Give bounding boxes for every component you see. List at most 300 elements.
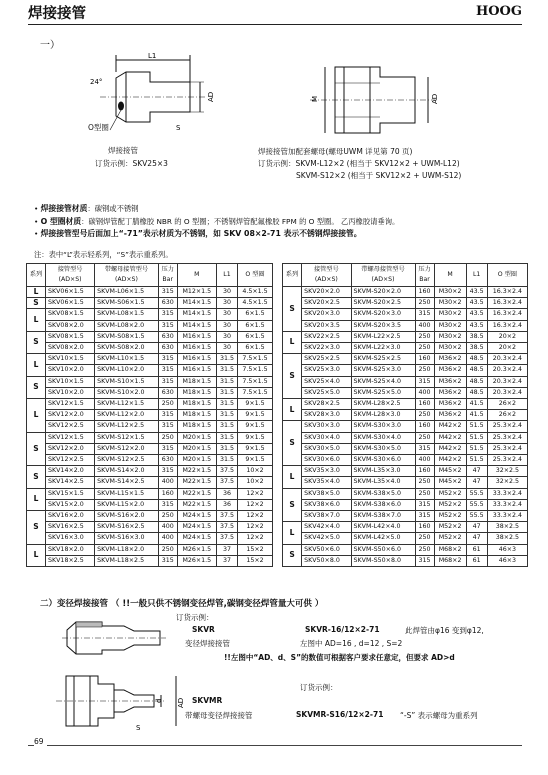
series-cell: S bbox=[283, 287, 302, 332]
table-cell: SKVM-S08×2.0 bbox=[95, 343, 159, 354]
page-number: 69 bbox=[34, 737, 47, 746]
table-cell: SKV22×2.5 bbox=[302, 331, 351, 342]
table-cell: 315 bbox=[158, 555, 177, 566]
series-cell: S bbox=[27, 331, 46, 353]
table-cell: 43.5 bbox=[466, 309, 487, 320]
table-cell: SKV10×2.0 bbox=[46, 365, 95, 376]
table-row bbox=[27, 410, 273, 421]
table-cell: 400 bbox=[158, 477, 177, 488]
table-cell: SKV12×1.5 bbox=[46, 432, 95, 443]
table-cell: 160 bbox=[158, 488, 177, 499]
table-cell: 630 bbox=[158, 343, 177, 354]
table-cell: 46×3 bbox=[487, 555, 527, 566]
skvr-desc-2: 左图中 AD=16 , d=12 , S=2 bbox=[300, 639, 403, 648]
table-cell: 30 bbox=[216, 320, 237, 331]
table-cell: 315 bbox=[415, 499, 434, 510]
table-cell: 31.5 bbox=[216, 432, 237, 443]
table-cell: SKVM-S25×4.0 bbox=[351, 376, 415, 387]
series-cell: S bbox=[283, 544, 302, 566]
table-cell: 31.5 bbox=[216, 443, 237, 454]
table-cell: 36 bbox=[216, 488, 237, 499]
table-cell: 16.3×2.4 bbox=[487, 309, 527, 320]
series-cell: L bbox=[27, 354, 46, 376]
table-cell: SKV15×1.5 bbox=[46, 488, 95, 499]
series-cell: S bbox=[283, 354, 302, 399]
table-row bbox=[27, 309, 273, 320]
table-cell: 43.5 bbox=[466, 320, 487, 331]
skvr-name: 变径焊接接管 bbox=[185, 639, 230, 648]
table-cell: 48.5 bbox=[466, 376, 487, 387]
dim-s: S bbox=[176, 124, 181, 132]
table-cell: SKVM-S12×1.5 bbox=[95, 432, 159, 443]
table-row bbox=[27, 343, 273, 354]
table-cell: SKV10×1.5 bbox=[46, 354, 95, 365]
series-cell: L bbox=[27, 488, 46, 510]
table-cell: SKVM-L18×2.5 bbox=[95, 555, 159, 566]
table-cell: SKV08×1.5 bbox=[46, 309, 95, 320]
table-row bbox=[283, 488, 528, 499]
column-header: M bbox=[434, 264, 466, 287]
table-cell: 16.3×2.4 bbox=[487, 320, 527, 331]
table-cell: 55.5 bbox=[466, 488, 487, 499]
skvr-desc-1: 此焊管由φ16 变到φ12, bbox=[405, 626, 484, 635]
column-header: 压力 Bar bbox=[158, 264, 177, 287]
table-cell: 315 bbox=[158, 443, 177, 454]
series-cell: L bbox=[27, 287, 46, 298]
brand-name: HOOG bbox=[475, 4, 522, 19]
table-row bbox=[283, 309, 528, 320]
table-cell: 30 bbox=[216, 298, 237, 309]
series-cell: S bbox=[27, 432, 46, 466]
table-cell: SKVM-L28×3.0 bbox=[351, 410, 415, 421]
table-cell: M30×2 bbox=[434, 287, 466, 298]
table-cell: M18×1.5 bbox=[177, 410, 216, 421]
table-cell: 20.3×2.4 bbox=[487, 365, 527, 376]
table-cell: 250 bbox=[415, 343, 434, 354]
table-cell: SKV06×1.5 bbox=[46, 298, 95, 309]
table-row bbox=[27, 376, 273, 387]
table-cell: 20.3×2.4 bbox=[487, 387, 527, 398]
column-header: 系列 bbox=[27, 264, 46, 287]
table-cell: SKV35×3.0 bbox=[302, 466, 351, 477]
table-cell: SKV25×5.0 bbox=[302, 387, 351, 398]
table-cell: 250 bbox=[158, 399, 177, 410]
table-row bbox=[27, 432, 273, 443]
fig2-caption: 焊接接管加配套螺母(螺母UWM 详见第 70 页) bbox=[258, 147, 413, 156]
table-cell: 250 bbox=[415, 477, 434, 488]
table-cell: SKV50×6.0 bbox=[302, 544, 351, 555]
table-cell: 250 bbox=[415, 533, 434, 544]
table-cell: 630 bbox=[158, 331, 177, 342]
fig1-order-example: 订货示例：SKV25×3 bbox=[95, 159, 168, 168]
table-cell: M30×2 bbox=[434, 331, 466, 342]
table-row bbox=[27, 499, 273, 510]
table-cell: SKVM-S16×2.5 bbox=[95, 522, 159, 533]
column-header: M bbox=[177, 264, 216, 287]
skvmr-desc: “-S” 表示螺母为重系列 bbox=[400, 711, 478, 720]
table-cell: 9×1.5 bbox=[237, 399, 272, 410]
table-cell: 315 bbox=[415, 555, 434, 566]
table-cell: SKV25×3.0 bbox=[302, 365, 351, 376]
dim-ad: AD bbox=[207, 91, 215, 102]
nipple-with-nut-drawing bbox=[300, 55, 460, 140]
table-cell: SKVM-S10×2.0 bbox=[95, 387, 159, 398]
table-cell: 47 bbox=[466, 466, 487, 477]
table-cell: 26×2 bbox=[487, 410, 527, 421]
table-cell: 47 bbox=[466, 533, 487, 544]
table-cell: SKV12×2.0 bbox=[46, 443, 95, 454]
table-cell: 55.5 bbox=[466, 511, 487, 522]
bullet-material: • 焊接接管材质：碳钢或不锈钢 bbox=[34, 204, 139, 213]
table-cell: 315 bbox=[158, 376, 177, 387]
table-cell: SKVM-S08×1.5 bbox=[95, 331, 159, 342]
section-1-heading: 一） bbox=[40, 40, 60, 51]
table-cell: SKV42×5.0 bbox=[302, 533, 351, 544]
table-cell: SKVM-L28×2.5 bbox=[351, 399, 415, 410]
table-cell: SKVM-S50×8.0 bbox=[351, 555, 415, 566]
table-row bbox=[27, 399, 273, 410]
table-cell: M18×1.5 bbox=[177, 399, 216, 410]
table-cell: SKV08×2.0 bbox=[46, 320, 95, 331]
table-cell: 315 bbox=[415, 376, 434, 387]
table-cell: 61 bbox=[466, 555, 487, 566]
table-cell: 32×2.5 bbox=[487, 477, 527, 488]
table-cell: 36 bbox=[216, 499, 237, 510]
column-header: 系列 bbox=[283, 264, 302, 287]
table-cell: 400 bbox=[158, 533, 177, 544]
table-cell: 315 bbox=[158, 354, 177, 365]
table-row bbox=[27, 511, 273, 522]
table-cell: 315 bbox=[158, 466, 177, 477]
table-cell: 30 bbox=[216, 309, 237, 320]
series-note: 注：表中“L”表示轻系列，“S”表示重系列。 bbox=[34, 250, 173, 259]
table-cell: 315 bbox=[158, 421, 177, 432]
table-cell: SKV16×2.0 bbox=[46, 511, 95, 522]
table-row bbox=[283, 298, 528, 309]
table-cell: 7.5×1.5 bbox=[237, 365, 272, 376]
table-cell: SKVM-S38×6.0 bbox=[351, 499, 415, 510]
table-cell: 16.3×2.4 bbox=[487, 298, 527, 309]
table-cell: SKVM-S06×1.5 bbox=[95, 298, 159, 309]
table-cell: M52×2 bbox=[434, 488, 466, 499]
table-cell: M22×1.5 bbox=[177, 488, 216, 499]
table-cell: 160 bbox=[415, 421, 434, 432]
table-cell: SKVM-S16×2.0 bbox=[95, 511, 159, 522]
series-cell: S bbox=[283, 488, 302, 522]
table-cell: 400 bbox=[415, 320, 434, 331]
table-cell: 12×2 bbox=[237, 499, 272, 510]
series-cell: S bbox=[27, 298, 46, 309]
table-cell: 30 bbox=[216, 331, 237, 342]
table-cell: M26×1.5 bbox=[177, 555, 216, 566]
table-cell: 15×2 bbox=[237, 544, 272, 555]
series-cell: L bbox=[27, 544, 46, 566]
table-cell: M20×1.5 bbox=[177, 443, 216, 454]
skvr-order-title: 订货示例： bbox=[176, 613, 214, 622]
table-row bbox=[283, 320, 528, 331]
table-cell: 250 bbox=[415, 331, 434, 342]
table-cell: SKVM-S16×3.0 bbox=[95, 533, 159, 544]
table-cell: 33.3×2.4 bbox=[487, 488, 527, 499]
table-cell: 31.5 bbox=[216, 455, 237, 466]
table-cell: SKVM-S20×3.5 bbox=[351, 320, 415, 331]
table-cell: 37.5 bbox=[216, 522, 237, 533]
table-cell: 48.5 bbox=[466, 354, 487, 365]
table-cell: SKV10×1.5 bbox=[46, 376, 95, 387]
table-cell: 20.3×2.4 bbox=[487, 376, 527, 387]
table-cell: 20×2 bbox=[487, 331, 527, 342]
table-cell: 315 bbox=[158, 320, 177, 331]
table-cell: SKV20×2.5 bbox=[302, 298, 351, 309]
table-cell: M42×2 bbox=[434, 443, 466, 454]
table-cell: SKVM-L10×2.0 bbox=[95, 365, 159, 376]
table-cell: 315 bbox=[158, 309, 177, 320]
table-cell: SKVM-L22×3.0 bbox=[351, 343, 415, 354]
table-cell: 160 bbox=[415, 354, 434, 365]
table-cell: 32×2.5 bbox=[487, 466, 527, 477]
table-row bbox=[283, 287, 528, 298]
table-cell: SKVM-S10×1.5 bbox=[95, 376, 159, 387]
table-row bbox=[283, 533, 528, 544]
table-cell: SKVM-L35×3.0 bbox=[351, 466, 415, 477]
table-cell: 31.5 bbox=[216, 354, 237, 365]
table-cell: M52×2 bbox=[434, 499, 466, 510]
table-cell: 30 bbox=[216, 287, 237, 298]
table-cell: 160 bbox=[415, 466, 434, 477]
table-cell: SKVM-S25×3.0 bbox=[351, 365, 415, 376]
table-cell: SKVM-S25×5.0 bbox=[351, 387, 415, 398]
series-cell: L bbox=[283, 399, 302, 421]
table-cell: M20×1.5 bbox=[177, 432, 216, 443]
table-cell: SKVM-S30×4.0 bbox=[351, 432, 415, 443]
fig2-order-example-2: SKVM-S12×2 (相当于 SKV12×2 + UWM-S12) bbox=[296, 171, 462, 180]
series-cell: L bbox=[27, 309, 46, 331]
table-header-row bbox=[283, 264, 528, 287]
series-cell: L bbox=[283, 522, 302, 544]
table-cell: 25.3×2.4 bbox=[487, 432, 527, 443]
table-cell: SKV20×3.5 bbox=[302, 320, 351, 331]
table-cell: M14×1.5 bbox=[177, 320, 216, 331]
table-header-row bbox=[27, 264, 273, 287]
table-cell: M42×2 bbox=[434, 421, 466, 432]
table-row bbox=[283, 466, 528, 477]
table-cell: 315 bbox=[158, 410, 177, 421]
table-cell: 12×2 bbox=[237, 533, 272, 544]
table-cell: SKVM-S14×2.0 bbox=[95, 466, 159, 477]
table-cell: 9×1.5 bbox=[237, 410, 272, 421]
table-cell: M14×1.5 bbox=[177, 309, 216, 320]
table-cell: 10×2 bbox=[237, 466, 272, 477]
table-cell: SKVM-L42×4.0 bbox=[351, 522, 415, 533]
column-header: O 型圈 bbox=[487, 264, 527, 287]
table-cell: M36×2 bbox=[434, 387, 466, 398]
skvmr-order-title: 订货示例： bbox=[300, 683, 338, 692]
table-cell: M45×2 bbox=[434, 477, 466, 488]
bullet-oring: • O 型圈材质：碳钢焊管配丁腈橡胶 NBR 的 O 型圈；不锈钢焊管配氟橡胶 FPM 的 O 型圈。 乙丙橡胶请垂询。 bbox=[34, 216, 400, 226]
table-cell: 250 bbox=[158, 511, 177, 522]
table-cell: SKV15×2.0 bbox=[46, 499, 95, 510]
table-cell: 10×2 bbox=[237, 477, 272, 488]
table-cell: SKVM-S25×2.5 bbox=[351, 354, 415, 365]
table-row bbox=[283, 354, 528, 365]
table-cell: M20×1.5 bbox=[177, 455, 216, 466]
table-row bbox=[283, 477, 528, 488]
table-cell: 31.5 bbox=[216, 399, 237, 410]
table-cell: SKVM-S38×5.0 bbox=[351, 488, 415, 499]
table-row bbox=[27, 298, 273, 309]
table-cell: SKV14×2.5 bbox=[46, 477, 95, 488]
table-cell: 4.5×1.5 bbox=[237, 298, 272, 309]
dim-ad-2: AD bbox=[431, 93, 439, 104]
table-cell: 37.5 bbox=[216, 466, 237, 477]
table-cell: SKV22×3.0 bbox=[302, 343, 351, 354]
table-row bbox=[283, 443, 528, 454]
table-cell: SKV38×5.0 bbox=[302, 488, 351, 499]
series-cell: L bbox=[27, 399, 46, 433]
table-cell: 26×2 bbox=[487, 399, 527, 410]
table-cell: SKV25×2.5 bbox=[302, 354, 351, 365]
spec-table-right bbox=[282, 263, 528, 567]
table-cell: 7.5×1.5 bbox=[237, 354, 272, 365]
table-cell: M18×1.5 bbox=[177, 387, 216, 398]
table-cell: 55.5 bbox=[466, 499, 487, 510]
table-cell: SKVM-S14×2.5 bbox=[95, 477, 159, 488]
table-cell: 160 bbox=[415, 287, 434, 298]
table-row bbox=[283, 432, 528, 443]
table-cell: 38×2.5 bbox=[487, 522, 527, 533]
table-cell: M24×1.5 bbox=[177, 511, 216, 522]
table-cell: SKV18×2.0 bbox=[46, 544, 95, 555]
table-row bbox=[27, 477, 273, 488]
table-cell: SKVM-S50×6.0 bbox=[351, 544, 415, 555]
table-cell: 33.3×2.4 bbox=[487, 499, 527, 510]
table-cell: M30×2 bbox=[434, 320, 466, 331]
table-cell: 400 bbox=[415, 455, 434, 466]
table-cell: 61 bbox=[466, 544, 487, 555]
table-cell: 250 bbox=[415, 432, 434, 443]
table-cell: SKVM-S20×2.0 bbox=[351, 287, 415, 298]
dim-m: M bbox=[311, 95, 319, 102]
table-cell: 6×1.5 bbox=[237, 343, 272, 354]
series-cell: L bbox=[283, 466, 302, 488]
fig2-order-example-1: 订货示例：SKVM-L12×2 (相当于 SKV12×2 + UWM-L12) bbox=[258, 159, 460, 168]
table-cell: 20.3×2.4 bbox=[487, 354, 527, 365]
table-cell: M36×2 bbox=[434, 410, 466, 421]
table-row bbox=[27, 522, 273, 533]
table-cell: SKV50×8.0 bbox=[302, 555, 351, 566]
table-cell: 7.5×1.5 bbox=[237, 376, 272, 387]
table-cell: 38.5 bbox=[466, 343, 487, 354]
column-header: 接管型号 (AD×S) bbox=[46, 264, 95, 287]
table-cell: M24×1.5 bbox=[177, 522, 216, 533]
fig1-caption: 焊接接管 bbox=[108, 146, 138, 155]
table-cell: 12×2 bbox=[237, 522, 272, 533]
table-cell: 315 bbox=[415, 511, 434, 522]
table-cell: 31.5 bbox=[216, 376, 237, 387]
table-cell: M42×2 bbox=[434, 432, 466, 443]
table-cell: M36×2 bbox=[434, 399, 466, 410]
table-row bbox=[27, 555, 273, 566]
table-row bbox=[283, 343, 528, 354]
table-cell: M52×2 bbox=[434, 522, 466, 533]
table-cell: M30×2 bbox=[434, 343, 466, 354]
table-cell: 4.5×1.5 bbox=[237, 287, 272, 298]
table-cell: M16×1.5 bbox=[177, 331, 216, 342]
skvr-order-example: SKVR-16/12×2-71 bbox=[305, 625, 380, 634]
table-row bbox=[283, 376, 528, 387]
table-cell: SKV28×3.0 bbox=[302, 410, 351, 421]
table-cell: M42×2 bbox=[434, 455, 466, 466]
table-cell: M68×2 bbox=[434, 555, 466, 566]
table-cell: SKVM-L15×1.5 bbox=[95, 488, 159, 499]
spec-notes bbox=[34, 203, 514, 241]
column-header: 带螺母接管型号 (AD×S) bbox=[95, 264, 159, 287]
dimension-warning: !!左图中“AD、d、S”的数值可根据客户要求任意定，但要求 AD>d bbox=[224, 653, 455, 662]
table-cell: 48.5 bbox=[466, 387, 487, 398]
table-cell: SKV10×2.0 bbox=[46, 387, 95, 398]
page-title: 焊接接管 bbox=[28, 6, 86, 22]
table-cell: 9×1.5 bbox=[237, 421, 272, 432]
table-cell: 47 bbox=[466, 522, 487, 533]
table-cell: SKVM-L12×2.0 bbox=[95, 410, 159, 421]
table-cell: M36×2 bbox=[434, 365, 466, 376]
dim-l1: L1 bbox=[148, 52, 157, 60]
table-cell: 315 bbox=[158, 365, 177, 376]
section-2-heading: 二）变径焊接接管 （ !!一般只供不锈钢变径焊管,碳钢变径焊管量大可供 ） bbox=[40, 599, 324, 609]
table-cell: SKVM-S30×3.0 bbox=[351, 421, 415, 432]
table-cell: 25.3×2.4 bbox=[487, 443, 527, 454]
table-cell: SKV20×2.0 bbox=[302, 287, 351, 298]
table-cell: SKV08×1.5 bbox=[46, 331, 95, 342]
table-row bbox=[283, 499, 528, 510]
table-cell: SKVM-L08×2.0 bbox=[95, 320, 159, 331]
table-cell: 400 bbox=[415, 387, 434, 398]
table-cell: SKVM-L22×2.5 bbox=[351, 331, 415, 342]
table-row bbox=[27, 421, 273, 432]
table-row bbox=[283, 522, 528, 533]
table-cell: M36×2 bbox=[434, 354, 466, 365]
table-cell: 48.5 bbox=[466, 365, 487, 376]
table-cell: 250 bbox=[415, 488, 434, 499]
table-cell: 25.3×2.4 bbox=[487, 421, 527, 432]
table-cell: SKV16×3.0 bbox=[46, 533, 95, 544]
table-cell: SKV12×2.5 bbox=[46, 455, 95, 466]
table-cell: SKV35×4.0 bbox=[302, 477, 351, 488]
table-cell: SKVM-L18×2.0 bbox=[95, 544, 159, 555]
table-cell: SKV12×2.0 bbox=[46, 410, 95, 421]
table-cell: 38×2.5 bbox=[487, 533, 527, 544]
skvmr-order-example: SKVMR-S16/12×2-71 bbox=[296, 710, 384, 719]
table-cell: SKV12×2.5 bbox=[46, 421, 95, 432]
table-cell: 43.5 bbox=[466, 287, 487, 298]
table-cell: SKVM-L42×5.0 bbox=[351, 533, 415, 544]
table-cell: SKV25×4.0 bbox=[302, 376, 351, 387]
header-divider bbox=[28, 24, 522, 25]
table-cell: SKV38×6.0 bbox=[302, 499, 351, 510]
table-cell: SKVM-L35×4.0 bbox=[351, 477, 415, 488]
table-cell: 315 bbox=[415, 309, 434, 320]
table-cell: 315 bbox=[158, 287, 177, 298]
table-cell: M52×2 bbox=[434, 533, 466, 544]
table-cell: SKVM-S12×2.0 bbox=[95, 443, 159, 454]
column-header: L1 bbox=[466, 264, 487, 287]
table-cell: 12×2 bbox=[237, 511, 272, 522]
dim-d: d bbox=[155, 698, 163, 703]
series-cell: S bbox=[283, 421, 302, 466]
spec-table-left bbox=[26, 263, 273, 567]
table-cell: 30 bbox=[216, 343, 237, 354]
table-cell: 250 bbox=[415, 365, 434, 376]
